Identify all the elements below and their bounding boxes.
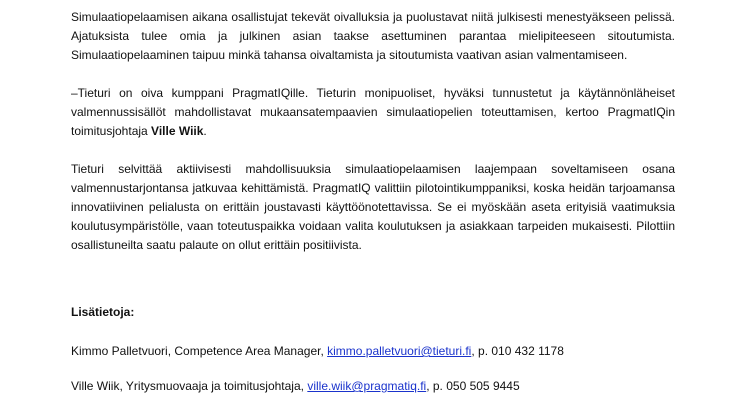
paragraph-simulation-intro bbox=[71, 8, 675, 65]
contact-prefix: Ville Wiik, Yritysmuovaaja ja toimitusjohtaja, bbox=[71, 379, 308, 393]
contact-ville bbox=[71, 377, 675, 396]
contact-phone: , p. 050 505 9445 bbox=[426, 379, 520, 393]
email-link-kimmo[interactable]: kimmo.palletvuori@tieturi.fi bbox=[327, 344, 472, 358]
document-body bbox=[71, 8, 675, 412]
person-name: Ville Wiik bbox=[151, 124, 204, 138]
paragraph-text: Simulaatiopelaamisen aikana osallistujat tekevät oivalluksia ja puolustavat niitä julkisesti menestyäkseen pelissä. Ajatuksista tulee omia ja julkinen asian taakse asettuminen parantaa mielipiteeseen sitoutumista. Simulaatiopelaaminen taipuu minkä tahansa oivaltamista ja sitoutumista vaativan asian valmentamiseen. bbox=[71, 10, 675, 62]
section-spacer bbox=[71, 255, 675, 303]
paragraph-text: –Tieturi on oiva kumppani PragmatIQille. Tieturin monipuoliset, hyväksi tunnustetut ja käytännönläheiset valmennussisällöt mahdollistavat mukaansatempaavien simulaatiopelien toteuttamisen, kertoo PragmatIQin toimitusjohtaja bbox=[71, 86, 675, 138]
contact-kimmo bbox=[71, 342, 675, 361]
paragraph-quote bbox=[71, 84, 675, 141]
contact-phone: , p. 010 432 1178 bbox=[471, 344, 564, 358]
paragraph-tieturi bbox=[71, 160, 675, 255]
contact-prefix: Kimmo Palletvuori, Competence Area Manager, bbox=[71, 344, 328, 358]
email-link-ville[interactable]: ville.wiik@pragmatiq.fi bbox=[307, 379, 427, 393]
paragraph-end: . bbox=[203, 124, 207, 138]
paragraph-text: Tieturi selvittää aktiivisesti mahdollisuuksia simulaatiopelaamisen laajempaan soveltamiseen osana valmennustarjontansa jatkuvaa kehittämistä. PragmatIQ valittiin pilotointikumppaniksi, koska heidän tarjoamansa innovatiivinen pelialusta on erittäin joustavasti käyttöönotettavissa. Se ei myöskään aseta erityisiä vaatimuksia koulutusympäristölle, vaan toteutuspaikka voidaan valita koulutuksen ja asiakkaan tarpeiden mukaisesti. Pilottiin osallistuneilta saatu palaute on ollut erittäin positiivista. bbox=[71, 162, 675, 252]
more-info-heading: Lisätietoja: bbox=[71, 305, 135, 319]
